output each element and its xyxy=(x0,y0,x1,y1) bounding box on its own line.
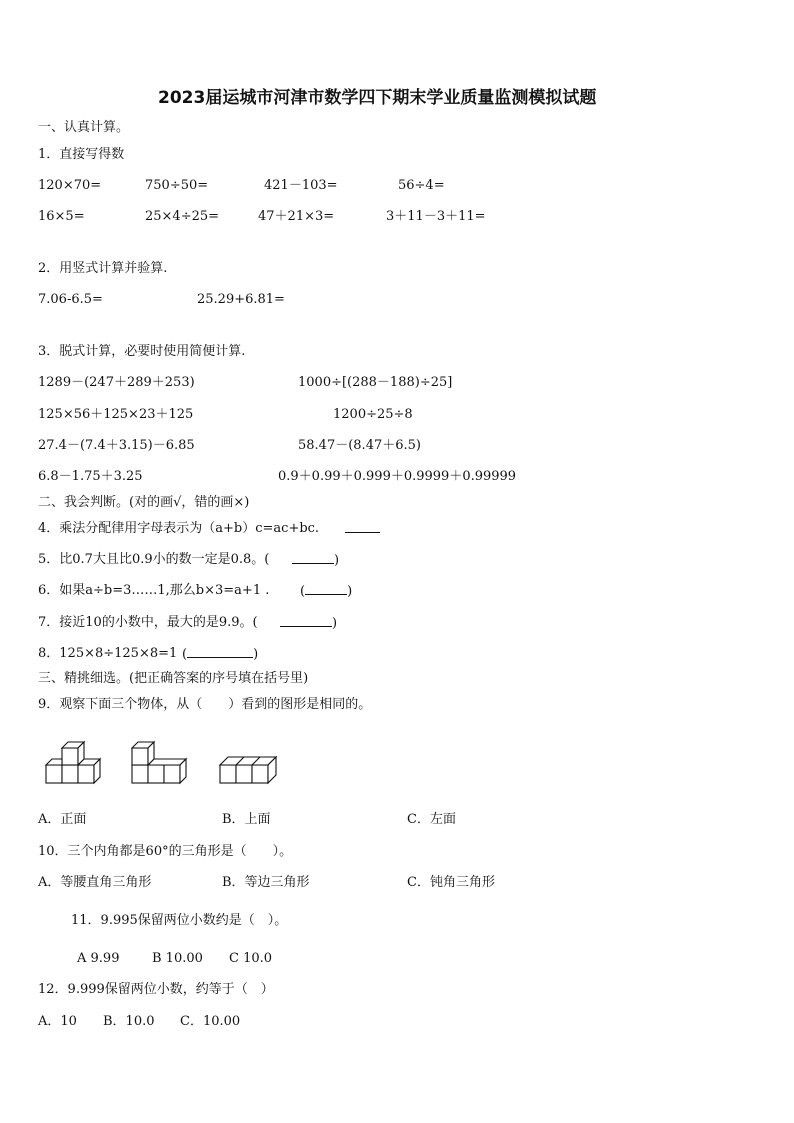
q1-item: 120×70= xyxy=(38,178,102,193)
q3-item: 27.4－(7.4＋3.15)－6.85 xyxy=(38,438,195,453)
paren-close: ) xyxy=(334,553,340,568)
section-heading-3: 三、精挑细选。(把正确答案的序号填在括号里) xyxy=(38,671,309,686)
question-1-label: 1．直接写得数 xyxy=(38,147,125,162)
question-2-label: 2．用竖式计算并验算. xyxy=(38,261,168,276)
question-3-label: 3．脱式计算，必要时使用简便计算. xyxy=(38,344,246,359)
q11-option-c[interactable]: C 10.0 xyxy=(229,951,273,966)
q3-item: 125×56＋125×23＋125 xyxy=(38,407,194,422)
paren-close: ) xyxy=(347,584,353,599)
question-12: 12．9.999保留两位小数，约等于（ ） xyxy=(38,982,274,997)
section-heading-1: 一、认真计算。 xyxy=(38,120,130,135)
q1-item: 421－103= xyxy=(264,178,338,193)
section-heading-2: 二、我会判断。(对的画√，错的画×) xyxy=(38,495,250,510)
answer-blank[interactable] xyxy=(300,584,352,598)
cube-figure-3 xyxy=(218,752,284,788)
q10-option-b[interactable]: B．等边三角形 xyxy=(222,875,310,890)
answer-blank[interactable] xyxy=(182,647,258,661)
q1-item: 3＋11－3＋11= xyxy=(386,209,486,224)
answer-blank[interactable] xyxy=(292,553,339,567)
q1-item: 750÷50= xyxy=(145,178,209,193)
q2-item: 25.29+6.81= xyxy=(197,292,285,307)
q12-option-a[interactable]: A．10 xyxy=(38,1014,77,1029)
q10-option-a[interactable]: A．等腰直角三角形 xyxy=(38,875,152,890)
paren-open: ( xyxy=(300,584,306,599)
q3-item: 6.8－1.75＋3.25 xyxy=(38,469,143,484)
question-10: 10．三个内角都是60°的三角形是（ ）。 xyxy=(38,844,293,859)
paren-close: ) xyxy=(332,616,338,631)
q11-option-a[interactable]: A 9.99 xyxy=(77,951,120,966)
q2-item: 7.06-6.5= xyxy=(38,292,103,307)
q12-option-b[interactable]: B．10.0 xyxy=(103,1014,155,1029)
cube-figure-1 xyxy=(44,740,108,788)
answer-blank[interactable] xyxy=(280,616,337,630)
paren-close: ) xyxy=(253,647,259,662)
q1-item: 56÷4= xyxy=(398,178,445,193)
q1-item: 16×5= xyxy=(38,209,85,224)
answer-blank[interactable] xyxy=(345,522,380,536)
q3-item: 1200÷25÷8 xyxy=(333,407,413,422)
question-5: 5．比0.7大且比0.9小的数一定是0.8。( xyxy=(38,552,270,567)
q3-item: 58.47－(8.47＋6.5) xyxy=(298,438,421,453)
q10-option-c[interactable]: C．钝角三角形 xyxy=(407,875,495,890)
cube-figure-2 xyxy=(130,740,198,788)
q9-option-c[interactable]: C．左面 xyxy=(407,812,456,827)
q9-option-a[interactable]: A．正面 xyxy=(38,812,87,827)
q3-item: 1000÷[(288－188)÷25] xyxy=(298,375,453,390)
page-title: 2023届运城市河津市数学四下期末学业质量监测模拟试题 xyxy=(158,88,597,108)
q1-item: 25×4÷25= xyxy=(145,209,220,224)
question-8: 8．125×8÷125×8=1 xyxy=(38,646,178,661)
paren-open: ( xyxy=(182,647,188,662)
q12-option-c[interactable]: C．10.00 xyxy=(180,1014,241,1029)
q9-option-b[interactable]: B．上面 xyxy=(222,812,271,827)
question-7: 7．接近10的小数中，最大的是9.9。( xyxy=(38,615,258,630)
question-9: 9．观察下面三个物体，从（ ）看到的图形是相同的。 xyxy=(38,697,372,712)
q1-item: 47＋21×3= xyxy=(258,209,335,224)
question-11: 11．9.995保留两位小数约是（ ）。 xyxy=(71,913,288,928)
question-6: 6．如果a÷b=3……1,那么b×3=a+1 . xyxy=(38,583,270,598)
q3-item: 0.9＋0.99＋0.999＋0.9999＋0.99999 xyxy=(278,469,517,484)
q11-option-b[interactable]: B 10.00 xyxy=(152,951,203,966)
q3-item: 1289－(247＋289＋253) xyxy=(38,375,195,390)
question-4: 4．乘法分配律用字母表示为（a+b）c=ac+bc. xyxy=(38,521,320,536)
